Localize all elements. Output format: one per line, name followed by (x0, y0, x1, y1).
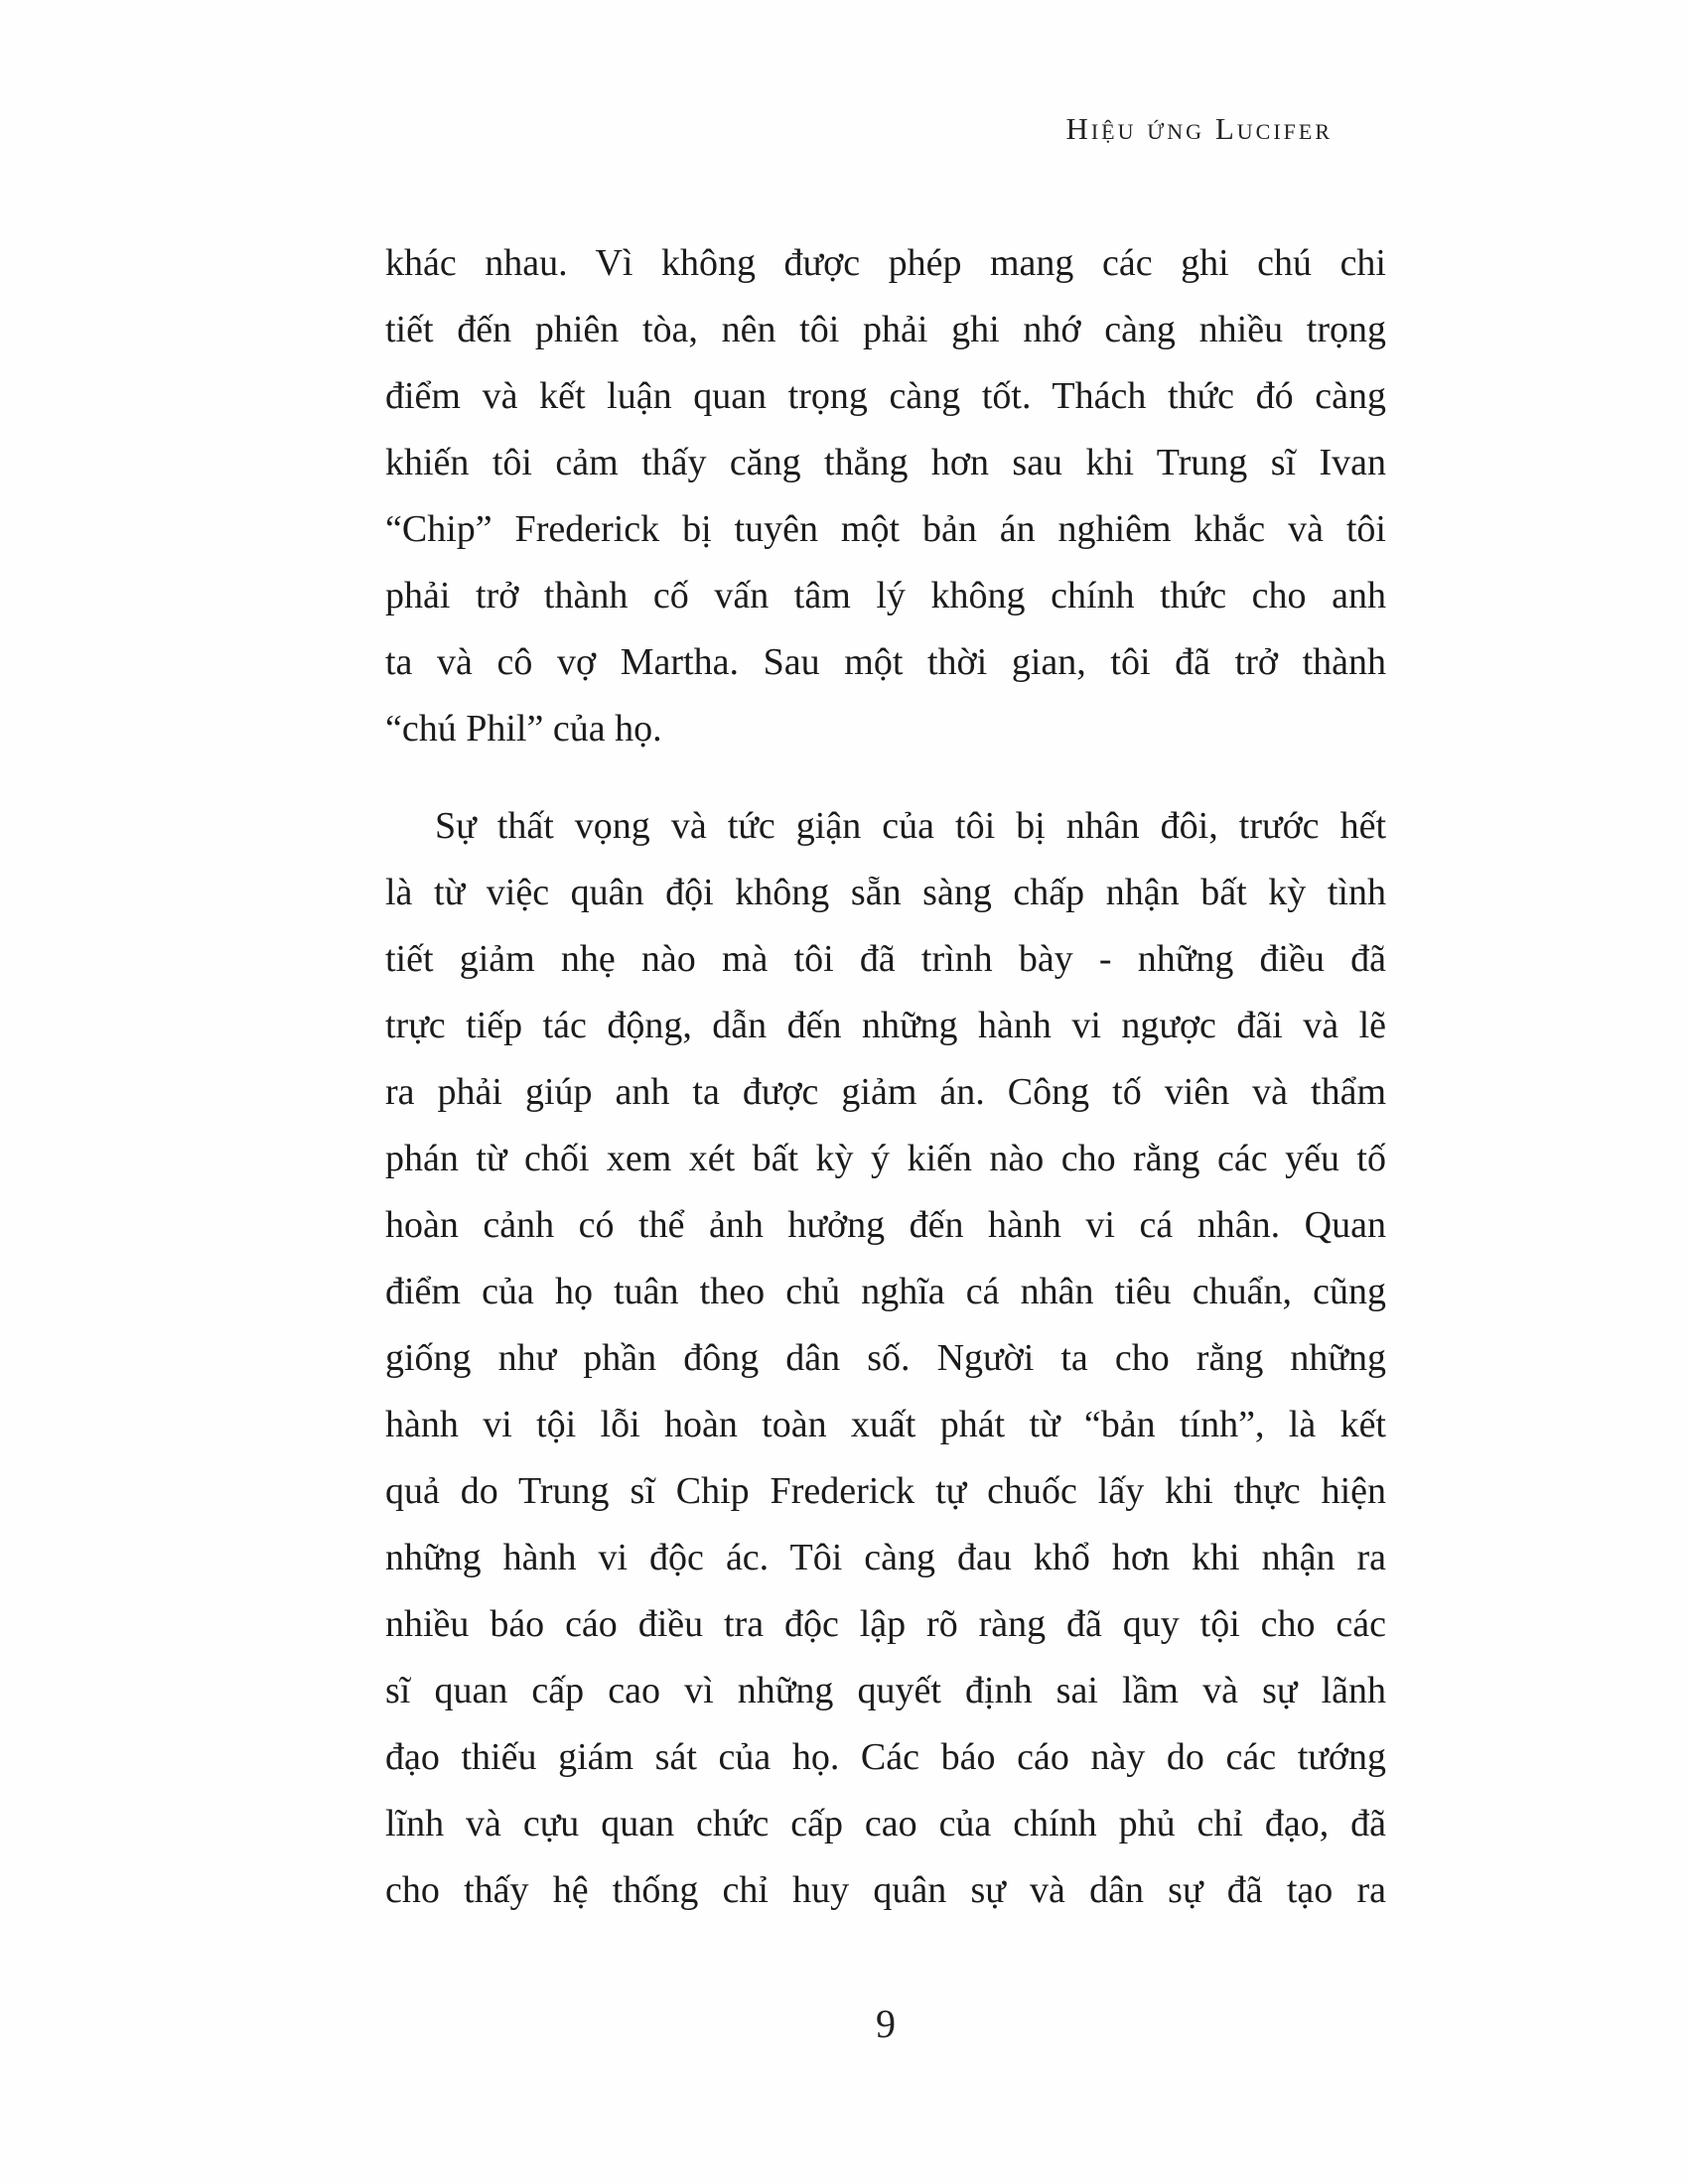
text-line: giống như phần đông dân số. Người ta cho rằng những (385, 1337, 1386, 1379)
text-line: trực tiếp tác động, dẫn đến những hành vi ngược đãi và lẽ (385, 1005, 1386, 1046)
text-line: đạo thiếu giám sát của họ. Các báo cáo này do các tướng (385, 1736, 1386, 1778)
text-line: sĩ quan cấp cao vì những quyết định sai lầm và sự lãnh (385, 1670, 1386, 1711)
text-line: “chú Phil” của họ. (385, 708, 662, 750)
text-line: quả do Trung sĩ Chip Frederick tự chuốc lấy khi thực hiện (385, 1470, 1386, 1512)
text-block (385, 230, 1386, 1924)
text-line: là từ việc quân đội không sẵn sàng chấp nhận bất kỳ tình (385, 872, 1386, 913)
text-line: ta và cô vợ Martha. Sau một thời gian, tôi đã trở thành (385, 641, 1386, 683)
text-line: tiết đến phiên tòa, nên tôi phải ghi nhớ càng nhiều trọng (385, 309, 1386, 350)
page-number: 9 (876, 2001, 896, 2046)
text-line: “Chip” Frederick bị tuyên một bản án nghiêm khắc và tôi (385, 508, 1386, 550)
text-line: điểm và kết luận quan trọng càng tốt. Thách thức đó càng (385, 375, 1386, 417)
text-line: cho thấy hệ thống chỉ huy quân sự và dân sự đã tạo ra (385, 1869, 1386, 1911)
text-line: những hành vi độc ác. Tôi càng đau khổ hơn khi nhận ra (385, 1537, 1386, 1578)
paragraph (385, 230, 1386, 762)
text-line: phải trở thành cố vấn tâm lý không chính thức cho anh (385, 575, 1386, 616)
text-line: điểm của họ tuân theo chủ nghĩa cá nhân tiêu chuẩn, cũng (385, 1271, 1386, 1312)
running-header: Hiệu ứng Lucifer (1065, 111, 1333, 146)
text-line: khiến tôi cảm thấy căng thẳng hơn sau khi Trung sĩ Ivan (385, 442, 1386, 483)
text-line: tiết giảm nhẹ nào mà tôi đã trình bày - những điều đã (385, 938, 1386, 980)
text-line: khác nhau. Vì không được phép mang các ghi chú chi (385, 242, 1386, 284)
text-line: hoàn cảnh có thể ảnh hưởng đến hành vi cá nhân. Quan (385, 1204, 1386, 1246)
paragraph (385, 793, 1386, 1924)
text-line: lĩnh và cựu quan chức cấp cao của chính phủ chỉ đạo, đã (385, 1803, 1386, 1844)
text-line: hành vi tội lỗi hoàn toàn xuất phát từ “bản tính”, là kết (385, 1404, 1386, 1445)
text-line: nhiều báo cáo điều tra độc lập rõ ràng đã quy tội cho các (385, 1603, 1386, 1645)
text-line: phán từ chối xem xét bất kỳ ý kiến nào cho rằng các yếu tố (385, 1138, 1386, 1179)
text-line: ra phải giúp anh ta được giảm án. Công tố viên và thẩm (385, 1071, 1386, 1113)
text-line: Sự thất vọng và tức giận của tôi bị nhân đôi, trước hết (435, 805, 1386, 847)
